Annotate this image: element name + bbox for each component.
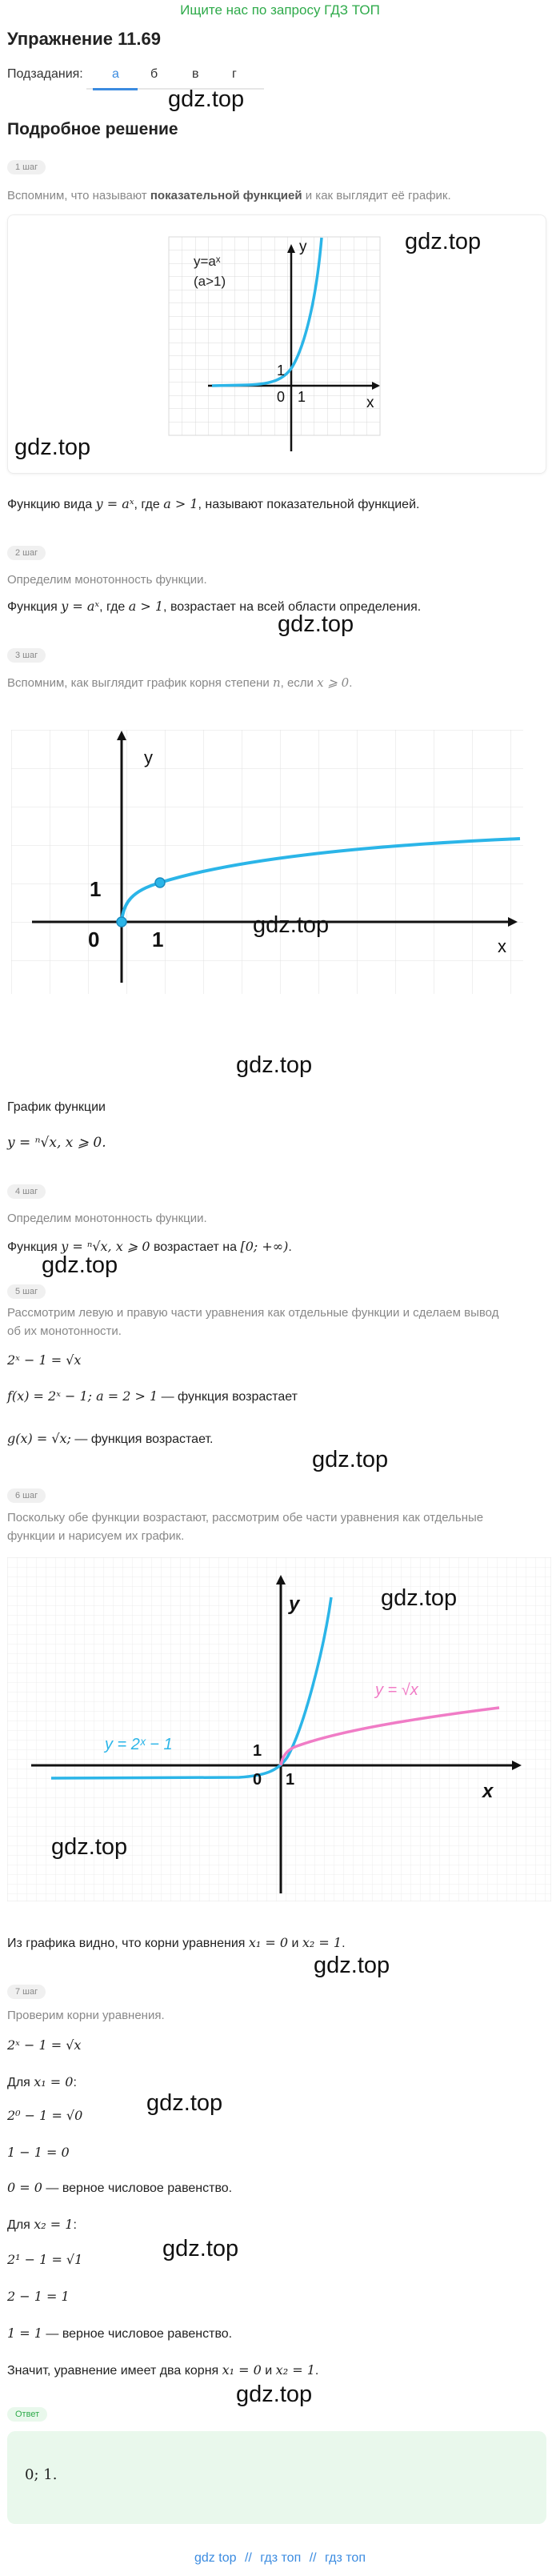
step-badge-7: 7 шаг: [7, 1985, 46, 1999]
fig1-x-label: x: [366, 395, 374, 411]
grid: [11, 730, 523, 994]
fig1-label-func: y=aˣ: [194, 254, 221, 269]
step7-case1-calc: 1 − 1 = 0: [7, 2145, 70, 2160]
answer-value: 0; 1.: [25, 2466, 58, 2483]
step5-intro-1: Рассмотрим левую и правую части уравнения как отдельные функции и сделаем вывод: [7, 1306, 499, 1320]
root-graph: [0, 711, 560, 1015]
fig6-one-y: 1: [253, 1742, 262, 1760]
solution-heading: Подробное решение: [7, 120, 178, 138]
fig1-one-y: 1: [277, 363, 286, 379]
step7-case2-calc: 2 − 1 = 1: [7, 2289, 70, 2304]
step3-caption: График функции: [7, 1100, 106, 1114]
step1-definition: Функцию вида y = aˣ, где a > 1, называют показательной функцией.: [7, 496, 420, 511]
fig1-origin: 0: [277, 389, 286, 405]
point-one-one: [155, 878, 165, 887]
fig6-x-label: x: [482, 1781, 494, 1802]
watermark: gdz.top: [278, 611, 354, 637]
step5-equation: 2ˣ − 1 = √x: [7, 1352, 82, 1368]
footer-sep-1: //: [244, 2551, 252, 2565]
watermark: gdz.top: [146, 2090, 223, 2116]
watermark: gdz.top: [405, 229, 482, 254]
watermark: gdz.top: [162, 2236, 239, 2262]
step7-case2-sub: 2¹ − 1 = √1: [7, 2252, 83, 2267]
footer-link-3[interactable]: гдз топ: [325, 2551, 366, 2565]
step7-final: Значит, уравнение имеет два корня x₁ = 0 и x₂ = 1.: [7, 2362, 319, 2378]
fig3-one-x: 1: [152, 927, 164, 951]
watermark: gdz.top: [42, 1252, 118, 1278]
step-badge-1: 1 шаг: [7, 160, 46, 174]
watermark: gdz.top: [236, 1052, 313, 1078]
fig3-one-y: 1: [90, 877, 102, 901]
fig1-label-cond: (a>1): [194, 274, 226, 289]
footer-link-2[interactable]: гдз топ: [260, 2551, 302, 2565]
step-badge-6: 6 шаг: [7, 1488, 46, 1503]
subtasks-label: Подзадания:: [7, 67, 83, 81]
watermark: gdz.top: [314, 1953, 390, 1978]
fig3-y-label: y: [144, 747, 153, 767]
tab-subtask-g[interactable]: г: [232, 67, 237, 81]
watermark: gdz.top: [51, 1834, 128, 1860]
search-hint-link[interactable]: Ищите нас по запросу ГДЗ ТОП: [180, 2, 380, 18]
answer-badge: Ответ: [7, 2407, 47, 2422]
fig1-y-label: y: [299, 238, 307, 255]
footer-link-1[interactable]: gdz top: [194, 2551, 237, 2565]
point-origin: [117, 917, 126, 927]
active-tab-indicator: [93, 88, 138, 90]
step1-intro: Вспомним, что называют показательной функцией и как выглядит её график.: [7, 189, 451, 202]
fig6-y-label: y: [289, 1593, 300, 1615]
step3-intro: Вспомним, как выглядит график корня степени n, если x ⩾ 0.: [7, 675, 353, 690]
fig6-one-x: 1: [286, 1771, 295, 1789]
step2-intro: Определим монотонность функции.: [7, 573, 207, 587]
step4-text: Функция y = ⁿ√x, x ⩾ 0 возрастает на [0; +∞).: [7, 1239, 292, 1254]
step7-case1-sub: 2⁰ − 1 = √0: [7, 2108, 83, 2123]
step3-formula: y = ⁿ√x, x ⩾ 0.: [7, 1135, 106, 1151]
watermark: gdz.top: [381, 1585, 458, 1611]
label-exponential: y = 2ˣ − 1: [105, 1736, 173, 1753]
label-sqrt: y = √x: [375, 1681, 418, 1699]
watermark: gdz.top: [168, 86, 245, 112]
step7-case2-result: 1 = 1 — верное числовое равенство.: [7, 2326, 233, 2341]
step5-g: g(x) = √x; — функция возрастает.: [7, 1431, 214, 1446]
tab-subtask-b[interactable]: б: [150, 67, 158, 81]
page-title: Упражнение 11.69: [7, 29, 161, 49]
tab-subtask-a[interactable]: а: [112, 67, 119, 81]
step6-intro-1: Поскольку обе функции возрастают, рассмотрим обе части уравнения как отдельные: [7, 1511, 484, 1524]
step6-intro-2: функции и нарисуем их график.: [7, 1529, 185, 1543]
step7-intro: Проверим корни уравнения.: [7, 2009, 165, 2022]
fig6-origin: 0: [253, 1771, 262, 1789]
footer-links: [0, 2551, 560, 2566]
fig1-one-x: 1: [298, 389, 306, 405]
step7-case1: Для x₁ = 0:: [7, 2074, 77, 2089]
step5-intro-2: об их монотонности.: [7, 1324, 122, 1338]
answer-box: [7, 2431, 546, 2524]
step-badge-5: 5 шаг: [7, 1284, 46, 1299]
step7-case2: Для x₂ = 1:: [7, 2217, 77, 2232]
step6-conclusion: Из графика видно, что корни уравнения x₁ = 0 и x₂ = 1.: [7, 1935, 346, 1950]
step7-equation: 2ˣ − 1 = √x: [7, 2037, 82, 2053]
fig3-x-label: x: [498, 936, 506, 956]
watermark: gdz.top: [14, 435, 91, 460]
tab-subtask-v[interactable]: в: [192, 67, 199, 81]
watermark: gdz.top: [236, 2382, 313, 2407]
watermark: gdz.top: [253, 912, 330, 938]
step-badge-3: 3 шаг: [7, 648, 46, 663]
step-badge-4: 4 шаг: [7, 1184, 46, 1199]
step7-case1-result: 0 = 0 — верное числовое равенство.: [7, 2180, 233, 2195]
step2-text: Функция y = aˣ, где a > 1, возрастает на всей области определения.: [7, 599, 422, 614]
footer-sep-2: //: [309, 2551, 317, 2565]
watermark: gdz.top: [312, 1447, 389, 1472]
fig3-origin: 0: [88, 927, 100, 951]
step5-f: f(x) = 2ˣ − 1; a = 2 > 1 — функция возрастает: [7, 1388, 298, 1404]
step-badge-2: 2 шаг: [7, 546, 46, 560]
step4-intro: Определим монотонность функции.: [7, 1212, 207, 1225]
